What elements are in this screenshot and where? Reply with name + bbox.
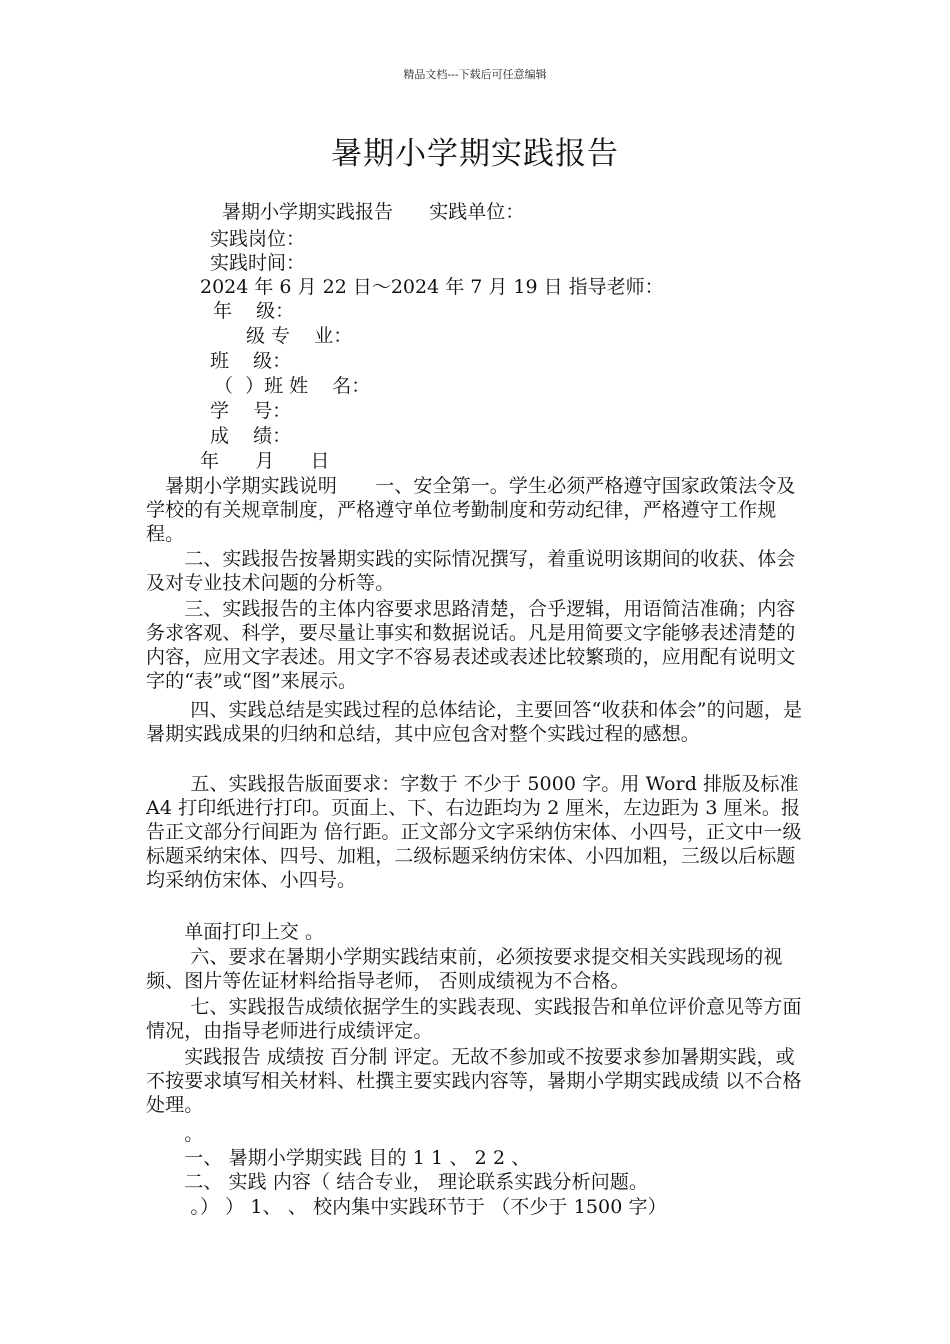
cover-line-student-id: 学 号： [210, 400, 292, 422]
cover-line-time: 实践时间： [210, 252, 306, 274]
cover-line-grade: 年 级： [213, 300, 295, 322]
cover-line-position: 实践岗位： [210, 228, 306, 250]
cover-line-score: 成 绩： [210, 425, 292, 447]
paragraph-6: 单面打印上交 。 [146, 921, 325, 943]
paragraph-4: 四、实践总结是实践过程的总体结论，主要回答“收获和体会”的问题，是暑期实践成果的归纳和总结，其中应包含对整个实践过程的感想。 [146, 699, 803, 745]
paragraph-7: 六、要求在暑期小学期实践结束前，必须按要求提交相关实践现场的视频、图片等佐证材料给指导老师， 否则成绩视为不合格。 [146, 946, 783, 992]
paragraph-2: 二、实践报告按暑期实践的实际情况撰写，着重说明该期间的收获、体会及对专业技术问题的分析等。 [146, 548, 796, 594]
header-note: 精品文档---下载后可任意编辑 [403, 68, 547, 81]
paragraph-9: 实践报告 成绩按 百分制 评定。无故不参加或不按要求参加暑期实践，或不按要求填写相关材料、杜撰主要实践内容等，暑期小学期实践成绩 以不合格 处理。 [146, 1046, 802, 1116]
document-title: 暑期小学期实践报告 [331, 136, 619, 172]
paragraph-1: 暑期小学期实践说明 一、安全第一。学生必须严格遵守国家政策法令及学校的有关规章制度，严格遵守单位考勤制度和劳动纪律，严格遵守工作规程。 [146, 475, 796, 545]
cover-line-dates-advisor: 2024 年 6 月 22 日～2024 年 7 月 19 日 指导老师： [200, 276, 664, 298]
paragraph-5: 五、实践报告版面要求：字数于 不少于 5000 字。用 Word 排版及标准 A4 打印纸进行打印。页面上、下、右边距均为 2 厘米，左边距为 3 厘米。报告正文部分行间距为 倍行距。正文部分文字采纳仿宋体、小四号，正文中一级标题采纳宋体、四号、加粗，二级标题采纳仿宋体、小四加粗，三级以后标题均采纳仿宋体、小四号。 [146, 773, 802, 891]
cover-line-name: （ ）班 姓 名： [214, 375, 371, 397]
section-1-heading: 一、 暑期小学期实践 目的 1 1 、 2 2 、 [146, 1147, 531, 1169]
cover-line-class: 班 级： [210, 350, 292, 372]
cover-line-date: 年 月 日 [200, 450, 330, 472]
cover-line-report-unit: 暑期小学期实践报告 实践单位： [222, 201, 525, 223]
cover-line-major: 级 专 业： [246, 325, 353, 347]
section-2-item: 。） ） 1、 、 校内集中实践环节于 （不少于 1500 字） [146, 1196, 667, 1218]
paragraph-8: 七、实践报告成绩依据学生的实践表现、实践报告和单位评价意见等方面情况，由指导老师进行成绩评定。 [146, 996, 802, 1042]
paragraph-3: 三、实践报告的主体内容要求思路清楚，合乎逻辑，用语简洁准确；内容务求客观、科学，要尽量让事实和数据说话。凡是用简要文字能够表述清楚的内容，应用文字表述。用文字不容易表述或表述比较繁琐的，应用配有说明文字的“表”或“图”来展示。 [146, 598, 796, 692]
section-2-heading: 二、 实践 内容（ 结合专业， 理论联系实践分析问题。 [146, 1171, 649, 1193]
paragraph-10: 。 [146, 1123, 204, 1145]
